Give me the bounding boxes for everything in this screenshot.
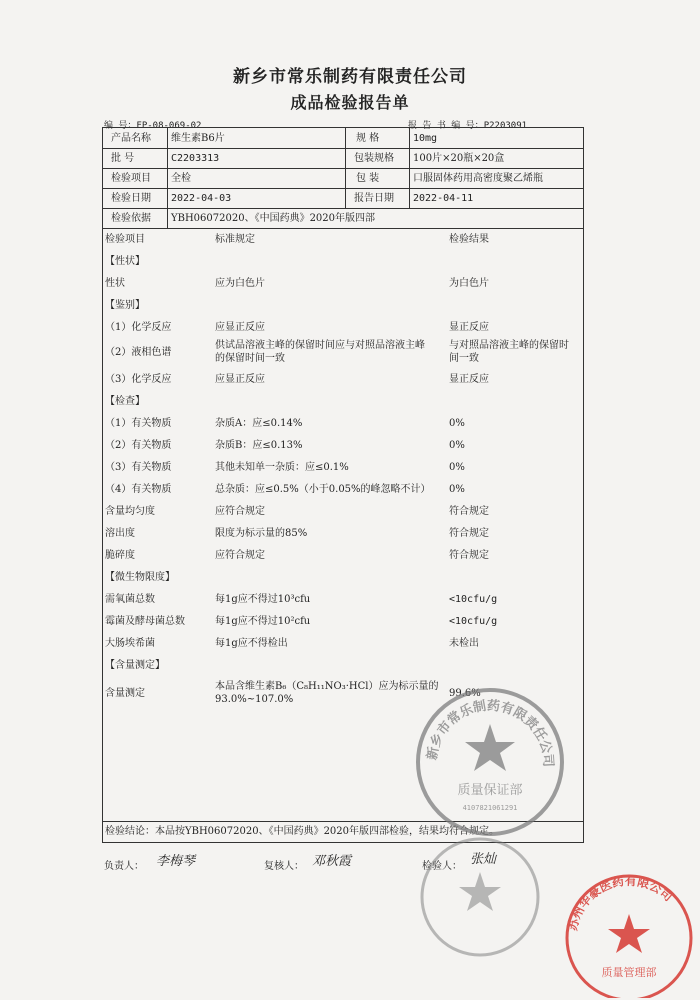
pack-spec-label: 包装规格: [354, 153, 394, 164]
test-item-label: 检验项目: [111, 173, 151, 184]
batch-label: 批 号: [111, 153, 135, 164]
inspector-signature: 张灿: [470, 852, 497, 867]
row-item: （3）有关物质: [105, 462, 172, 473]
row-result: 99.6%: [449, 688, 481, 699]
row-item: （3）化学反应: [105, 374, 172, 385]
test-date-value: 2022-04-03: [171, 193, 232, 204]
row-result: 0%: [449, 462, 465, 473]
spec-value: 10mg: [413, 133, 438, 144]
row-item: 溶出度: [105, 528, 135, 539]
row-result: 显正反应: [449, 322, 489, 333]
svg-text:苏州华豪医药有限公司: [564, 873, 675, 932]
basis-value: YBH06072020、《中国药典》2020年版四部: [171, 213, 376, 224]
responsible-signature: 李梅琴: [156, 854, 196, 869]
star-icon: [465, 724, 515, 771]
row-item: 性状: [105, 278, 125, 289]
company-stamp-text: 新乡市常乐制药有限责任公司: [424, 698, 556, 768]
row-item: （4）有关物质: [105, 484, 172, 495]
star-icon: [608, 914, 650, 953]
row-result: 为白色片: [449, 278, 489, 289]
row-item: （2）有关物质: [105, 440, 172, 451]
column-header-standard: 标准规定: [215, 234, 255, 245]
company-name: 新乡市常乐制药有限责任公司: [233, 67, 467, 87]
reviewer-label: 复核人：: [264, 861, 304, 872]
row-standard: 每1g应不得过10³cfu: [215, 594, 311, 605]
row-standard: 杂质B：应≤0.13%: [215, 440, 303, 451]
product-name-label: 产品名称: [111, 133, 151, 144]
row-result: <10cfu/g: [449, 616, 498, 627]
company-stamp-sub: 质量保证部: [457, 783, 523, 798]
document-number-value: FP-08-069-02: [136, 121, 202, 131]
row-standard: 每1g应不得过10²cfu: [215, 616, 311, 627]
column-header-result: 检验结果: [449, 234, 489, 245]
row-result: 0%: [449, 440, 465, 451]
pack-value: 口服固体药用高密度聚乙烯瓶: [413, 173, 543, 184]
row-standard: 杂质A：应≤0.14%: [215, 418, 303, 429]
recipient-quality-stamp: [560, 866, 698, 998]
report-number-label: 报 告 书 编 号：: [408, 121, 484, 131]
row-standard: 本品含维生素B₆（C₈H₁₁NO₃·HCl）应为标示量的: [215, 681, 439, 692]
row-result: 未检出: [449, 638, 479, 649]
row-item: 含量测定: [105, 688, 145, 699]
row-result: 显正反应: [449, 374, 489, 385]
row-standard: 供试品溶液主峰的保留时间应与对照品溶液主峰: [215, 340, 425, 351]
row-standard-cont: 的保留时间一致: [215, 353, 285, 364]
pack-label: 包 装: [356, 173, 380, 184]
batch-value: C2203313: [171, 153, 220, 164]
row-standard: 应为白色片: [215, 278, 265, 289]
row-standard: 应显正反应: [215, 322, 265, 333]
conclusion-text: 检验结论：本品按YBH06072020、《中国药典》2020年版四部检验，结果均符合规定。: [105, 826, 500, 837]
row-result: 0%: [449, 484, 465, 495]
document-number-label: 编 号：: [104, 121, 137, 131]
test-item-value: 全检: [171, 173, 191, 184]
row-standard: 其他未知单一杂质：应≤0.1%: [215, 462, 349, 473]
row-result: <10cfu/g: [449, 594, 498, 605]
row-item: （2）液相色谱: [105, 347, 172, 358]
star-icon: [459, 872, 501, 911]
row-standard: 应符合规定: [215, 550, 265, 561]
row-item: 【含量测定】: [105, 660, 165, 671]
company-stamp-code: 4107821061291: [462, 804, 518, 812]
row-item: 脆碎度: [105, 550, 135, 561]
row-result: 与对照品溶液主峰的保留时: [449, 340, 569, 351]
row-item: 【鉴别】: [105, 300, 145, 311]
basis-label: 检验依据: [111, 213, 151, 224]
row-item: 含量均匀度: [105, 506, 155, 517]
report-date-label: 报告日期: [354, 193, 394, 204]
row-item: 需氧菌总数: [105, 594, 155, 605]
row-item: 【性状】: [105, 256, 145, 267]
row-item: 霉菌及酵母菌总数: [105, 616, 185, 627]
row-item: 【微生物限度】: [105, 572, 175, 583]
test-date-label: 检验日期: [111, 193, 151, 204]
row-item: （1）化学反应: [105, 322, 172, 333]
row-result: 0%: [449, 418, 465, 429]
responsible-label: 负责人：: [104, 861, 144, 872]
row-item: 大肠埃希菌: [105, 638, 155, 649]
row-result: 符合规定: [449, 550, 489, 561]
reviewer-signature: 邓秋霞: [312, 854, 352, 869]
document-title: 成品检验报告单: [290, 93, 410, 112]
row-standard: 每1g应不得检出: [215, 638, 288, 649]
company-quality-stamp: [410, 682, 570, 842]
row-standard-cont: 93.0%~107.0%: [215, 694, 294, 705]
row-result-cont: 间一致: [449, 353, 479, 364]
report-date-value: 2022-04-11: [413, 193, 474, 204]
row-standard: 总杂质：应≤0.5%（小于0.05%的峰忽略不计）: [215, 484, 431, 495]
recipient-stamp-sub: 质量管理部: [601, 966, 657, 979]
company-stamp-repeat: [415, 832, 545, 962]
row-result: 符合规定: [449, 506, 489, 517]
row-standard: 应符合规定: [215, 506, 265, 517]
row-standard: 限度为标示量的85%: [215, 528, 308, 539]
row-item: （1）有关物质: [105, 418, 172, 429]
spec-label: 规 格: [356, 133, 380, 144]
recipient-stamp-text: 苏州华豪医药有限公司: [565, 873, 676, 933]
inspector-label: 检验人：: [422, 861, 462, 872]
row-standard: 应显正反应: [215, 374, 265, 385]
product-name-value: 维生素B6片: [171, 133, 225, 144]
column-header-item: 检验项目: [105, 234, 145, 245]
row-result: 符合规定: [449, 528, 489, 539]
report-number-value: P2203091: [483, 121, 528, 131]
row-item: 【检查】: [105, 396, 145, 407]
pack-spec-value: 100片×20瓶×20盒: [413, 153, 505, 164]
